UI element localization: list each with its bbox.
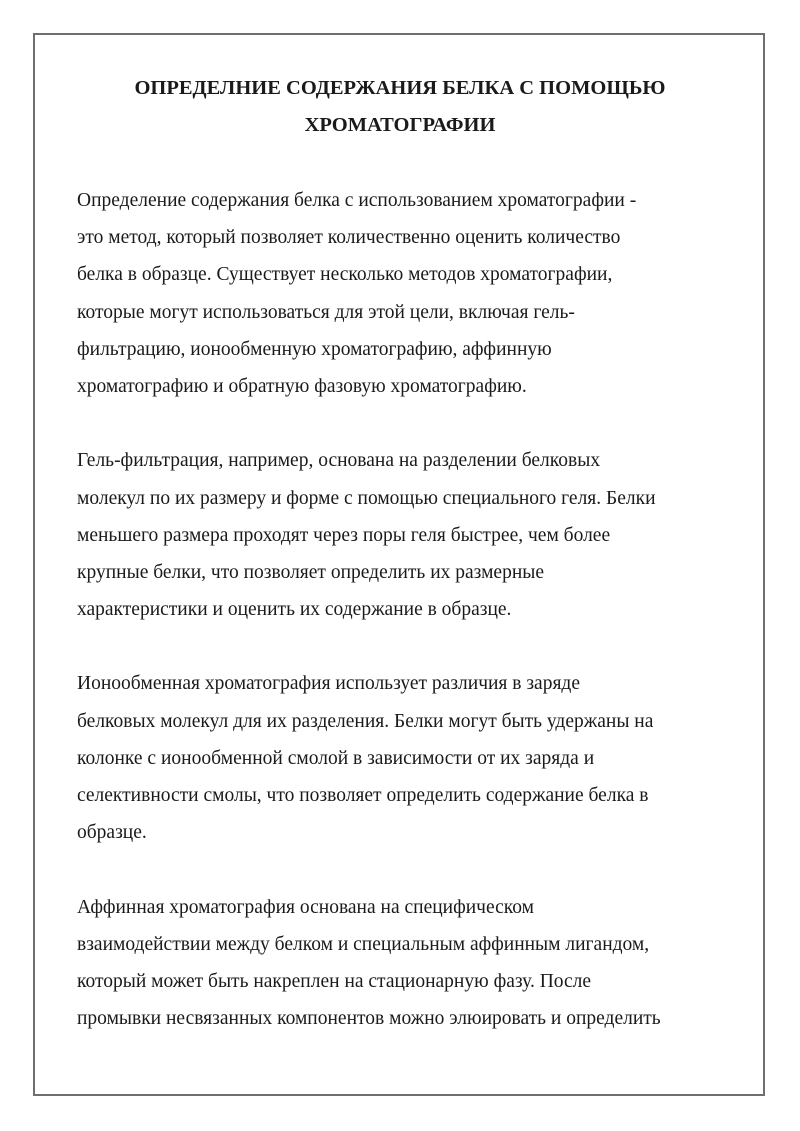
text-line: белка в образце. Существует несколько методов хроматографии,: [77, 264, 613, 286]
paragraph-spacer: [77, 405, 737, 442]
document-body: [77, 182, 737, 1037]
paragraph-affinity: [77, 889, 737, 1038]
text-line: хроматографию и обратную фазовую хроматографию.: [77, 375, 527, 397]
text-line: промывки несвязанных компонентов можно элюировать и определить: [77, 1008, 661, 1030]
text-line: Гель-фильтрация, например, основана на разделении белковых: [77, 450, 601, 472]
text-line: крупные белки, что позволяет определить их размерные: [77, 561, 545, 583]
text-line: Ионообменная хроматография использует различия в заряде: [77, 673, 581, 695]
document-title: [0, 70, 800, 144]
text-line: селективности смолы, что позволяет определить содержание белка в: [77, 785, 649, 806]
text-line: Определение содержания белка с использованием хроматографии -: [77, 190, 637, 211]
text-line: Аффинная хроматография основана на специфическом: [77, 896, 534, 918]
text-line: взаимодействии между белком и специальным аффинным лигандом,: [77, 933, 650, 955]
paragraph-spacer: [77, 628, 737, 665]
title-line-1: ОПРЕДЕЛНИЕ СОДЕРЖАНИЯ БЕЛКА С ПОМОЩЬЮ: [134, 77, 666, 99]
title-line-2: ХРОМАТОГРАФИИ: [304, 114, 496, 136]
text-line: фильтрацию, ионообменную хроматографию, аффинную: [77, 338, 552, 360]
text-line: это метод, который позволяет количественно оценить количество: [77, 227, 621, 249]
text-line: которые могут использоваться для этой цели, включая гель-: [77, 301, 575, 323]
paragraph-gel-filtration: [77, 442, 737, 628]
text-line: колонке с ионообменной смолой в зависимости от их заряда и: [77, 747, 595, 769]
text-line: молекул по их размеру и форме с помощью специального геля. Белки: [77, 487, 656, 509]
text-line: который может быть накреплен на стационарную фазу. После: [77, 970, 592, 992]
text-line: белковых молекул для их разделения. Белки могут быть удержаны на: [77, 710, 654, 732]
paragraph-ion-exchange: [77, 665, 737, 851]
text-line: образце.: [77, 822, 147, 844]
text-line: характеристики и оценить их содержание в образце.: [77, 599, 512, 621]
paragraph-chromatography-intro: [77, 182, 737, 405]
paragraph-spacer: [77, 851, 737, 888]
text-line: меньшего размера проходят через поры геля быстрее, чем более: [77, 524, 611, 546]
